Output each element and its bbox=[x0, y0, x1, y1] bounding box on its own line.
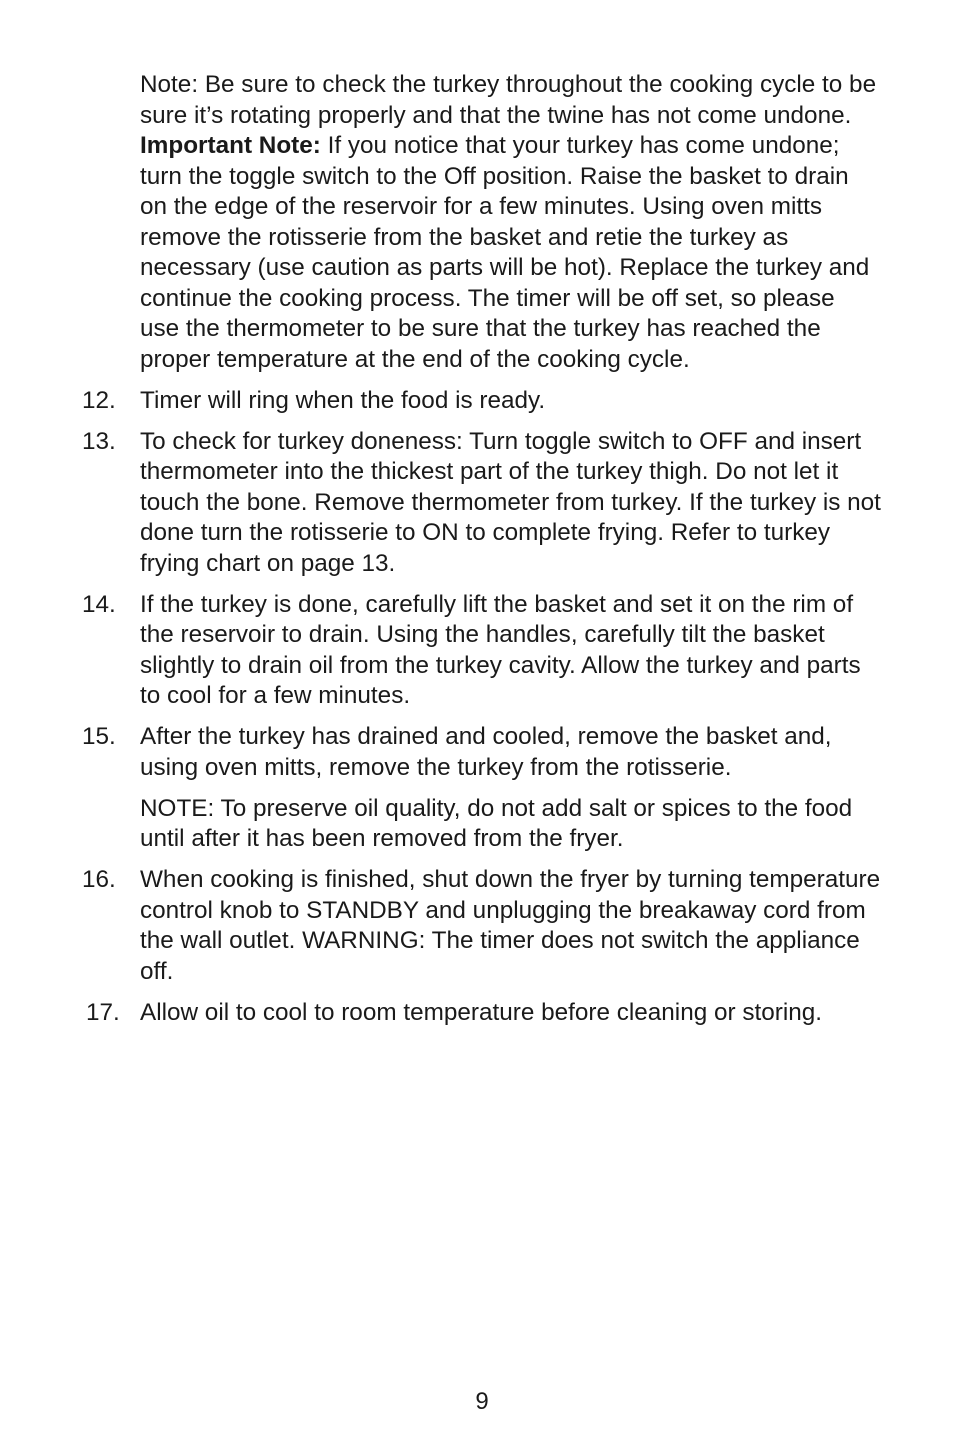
list-item-step-13 bbox=[82, 427, 882, 580]
step-text: Allow oil to cool to room temperature before cleaning or storing. bbox=[140, 998, 823, 1026]
step-text: After the turkey has drained and cooled, remove the basket and, using oven mitts, remove the turkey from the rotisserie. bbox=[140, 723, 832, 781]
page-number: 9 bbox=[475, 1388, 489, 1415]
note-block bbox=[140, 70, 880, 375]
step-number: 15. bbox=[82, 723, 116, 750]
instructions-content bbox=[82, 70, 882, 1028]
step-body bbox=[140, 865, 882, 987]
step-text: When cooking is finished, shut down the fryer by turning temperature control knob to STANDBY and unplugging the breakaway cord from the wall outlet. WARNING: The timer does not switch the appliance off. bbox=[140, 866, 881, 985]
step-body bbox=[140, 590, 882, 712]
step-body bbox=[140, 998, 882, 1029]
list-item-step-16 bbox=[82, 865, 882, 987]
step-number: 13. bbox=[82, 427, 116, 455]
list-item-step-12 bbox=[82, 386, 882, 417]
step-body bbox=[140, 722, 882, 855]
important-note-paragraph bbox=[140, 131, 880, 375]
step-text: If the turkey is done, carefully lift the basket and set it on the rim of the reservoir to drain. Using the handles, carefully tilt the basket slightly to drain oil from the turkey cavity. Allow the turkey and parts to cool for a few minutes. bbox=[140, 590, 861, 709]
list-item-step-17 bbox=[82, 998, 882, 1029]
step-body bbox=[140, 386, 882, 417]
step-number: 12. bbox=[82, 386, 116, 414]
step-number: 14. bbox=[82, 590, 116, 618]
note-paragraph: Note: Be sure to check the turkey throughout the cooking cycle to be sure it’s rotating properly and that the twine has not come undone. bbox=[140, 71, 877, 129]
important-note-text: If you notice that your turkey has come undone; turn the toggle switch to the Off position. Raise the basket to drain on the edge of the reservoir for a few minutes. Using oven mitts remove the rotisserie from the basket and retie the turkey as necessary (use caution as parts will be hot). Replace the turkey and continue the cooking process. The timer will be off set, so please use the thermometer to be sure that the turkey has reached the proper temperature at the end of the cooking cycle. bbox=[140, 132, 870, 373]
list-item-step-14 bbox=[82, 590, 882, 712]
important-note-label: Important Note: bbox=[140, 132, 321, 159]
step-body bbox=[140, 427, 882, 580]
step-number: 16. bbox=[82, 866, 116, 893]
step-subnote: NOTE: To preserve oil quality, do not add salt or spices to the food until after it has been removed from the fryer. bbox=[140, 794, 853, 852]
list-item-step-15 bbox=[82, 722, 882, 855]
step-text: To check for turkey doneness: Turn toggle switch to OFF and insert thermometer into the thickest part of the turkey thigh. Do not let it touch the bone. Remove thermometer from turkey. If the turkey is not done turn the rotisserie to ON to complete frying. Refer to turkey frying chart on page 13. bbox=[140, 427, 881, 577]
step-number: 17. bbox=[86, 998, 120, 1026]
step-text: Timer will ring when the food is ready. bbox=[140, 386, 546, 414]
